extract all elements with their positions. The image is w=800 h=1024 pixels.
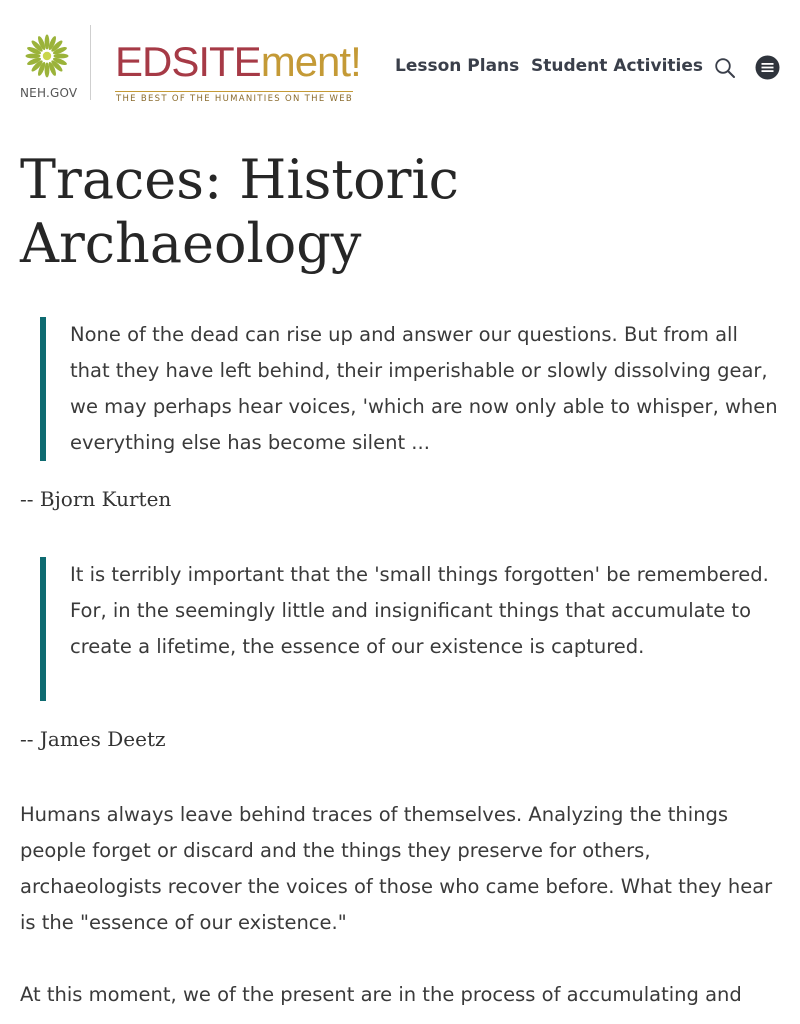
nav-lesson-plans[interactable]: Lesson Plans (395, 56, 520, 76)
brand-name-part1: EDSITE (115, 38, 261, 85)
body-paragraph: At this moment, we of the present are in the process of accumulating and (20, 983, 742, 1006)
blockquote-kurten: None of the dead can rise up and answer our questions. But from all that they have left behind, their imperishable or slowly dissolving gear, we may perhaps hear voices, 'which are now only able to whisper, when everything else has become silent ... (40, 317, 780, 461)
quote-attribution-deetz: -- James Deetz (20, 727, 166, 751)
brand-name (115, 38, 361, 86)
neh-label[interactable]: NEH.GOV (20, 86, 78, 100)
edsitement-logo[interactable] (115, 38, 361, 105)
body-paragraph: Humans always leave behind traces of themselves. Analyzing the things people forget or discard and the things they preserve for others, archaeologists recover the voices of those who came before. What they hear is the "essence of our existence." (20, 803, 773, 934)
brand-name-part2: ment! (260, 38, 361, 85)
quote-attribution-kurten: -- Bjorn Kurten (20, 487, 172, 511)
neh-flower-logo-icon (24, 33, 70, 79)
header-divider (90, 25, 91, 100)
blockquote-deetz: It is terribly important that the 'small things forgotten' be remembered. For, in the seemingly little and insignificant things that accumulate to create a lifetime, the essence of our existence is captured. (40, 557, 780, 701)
neh-home-link[interactable] (20, 33, 80, 100)
hamburger-menu-icon[interactable] (755, 55, 780, 80)
nav-student-activities[interactable]: Student Activities (531, 56, 704, 76)
site-header (0, 0, 800, 120)
page-title: Traces: Historic Archaeology (20, 148, 459, 275)
brand-tagline: THE BEST OF THE HUMANITIES ON THE WEB (115, 91, 353, 104)
search-icon[interactable] (714, 57, 736, 79)
